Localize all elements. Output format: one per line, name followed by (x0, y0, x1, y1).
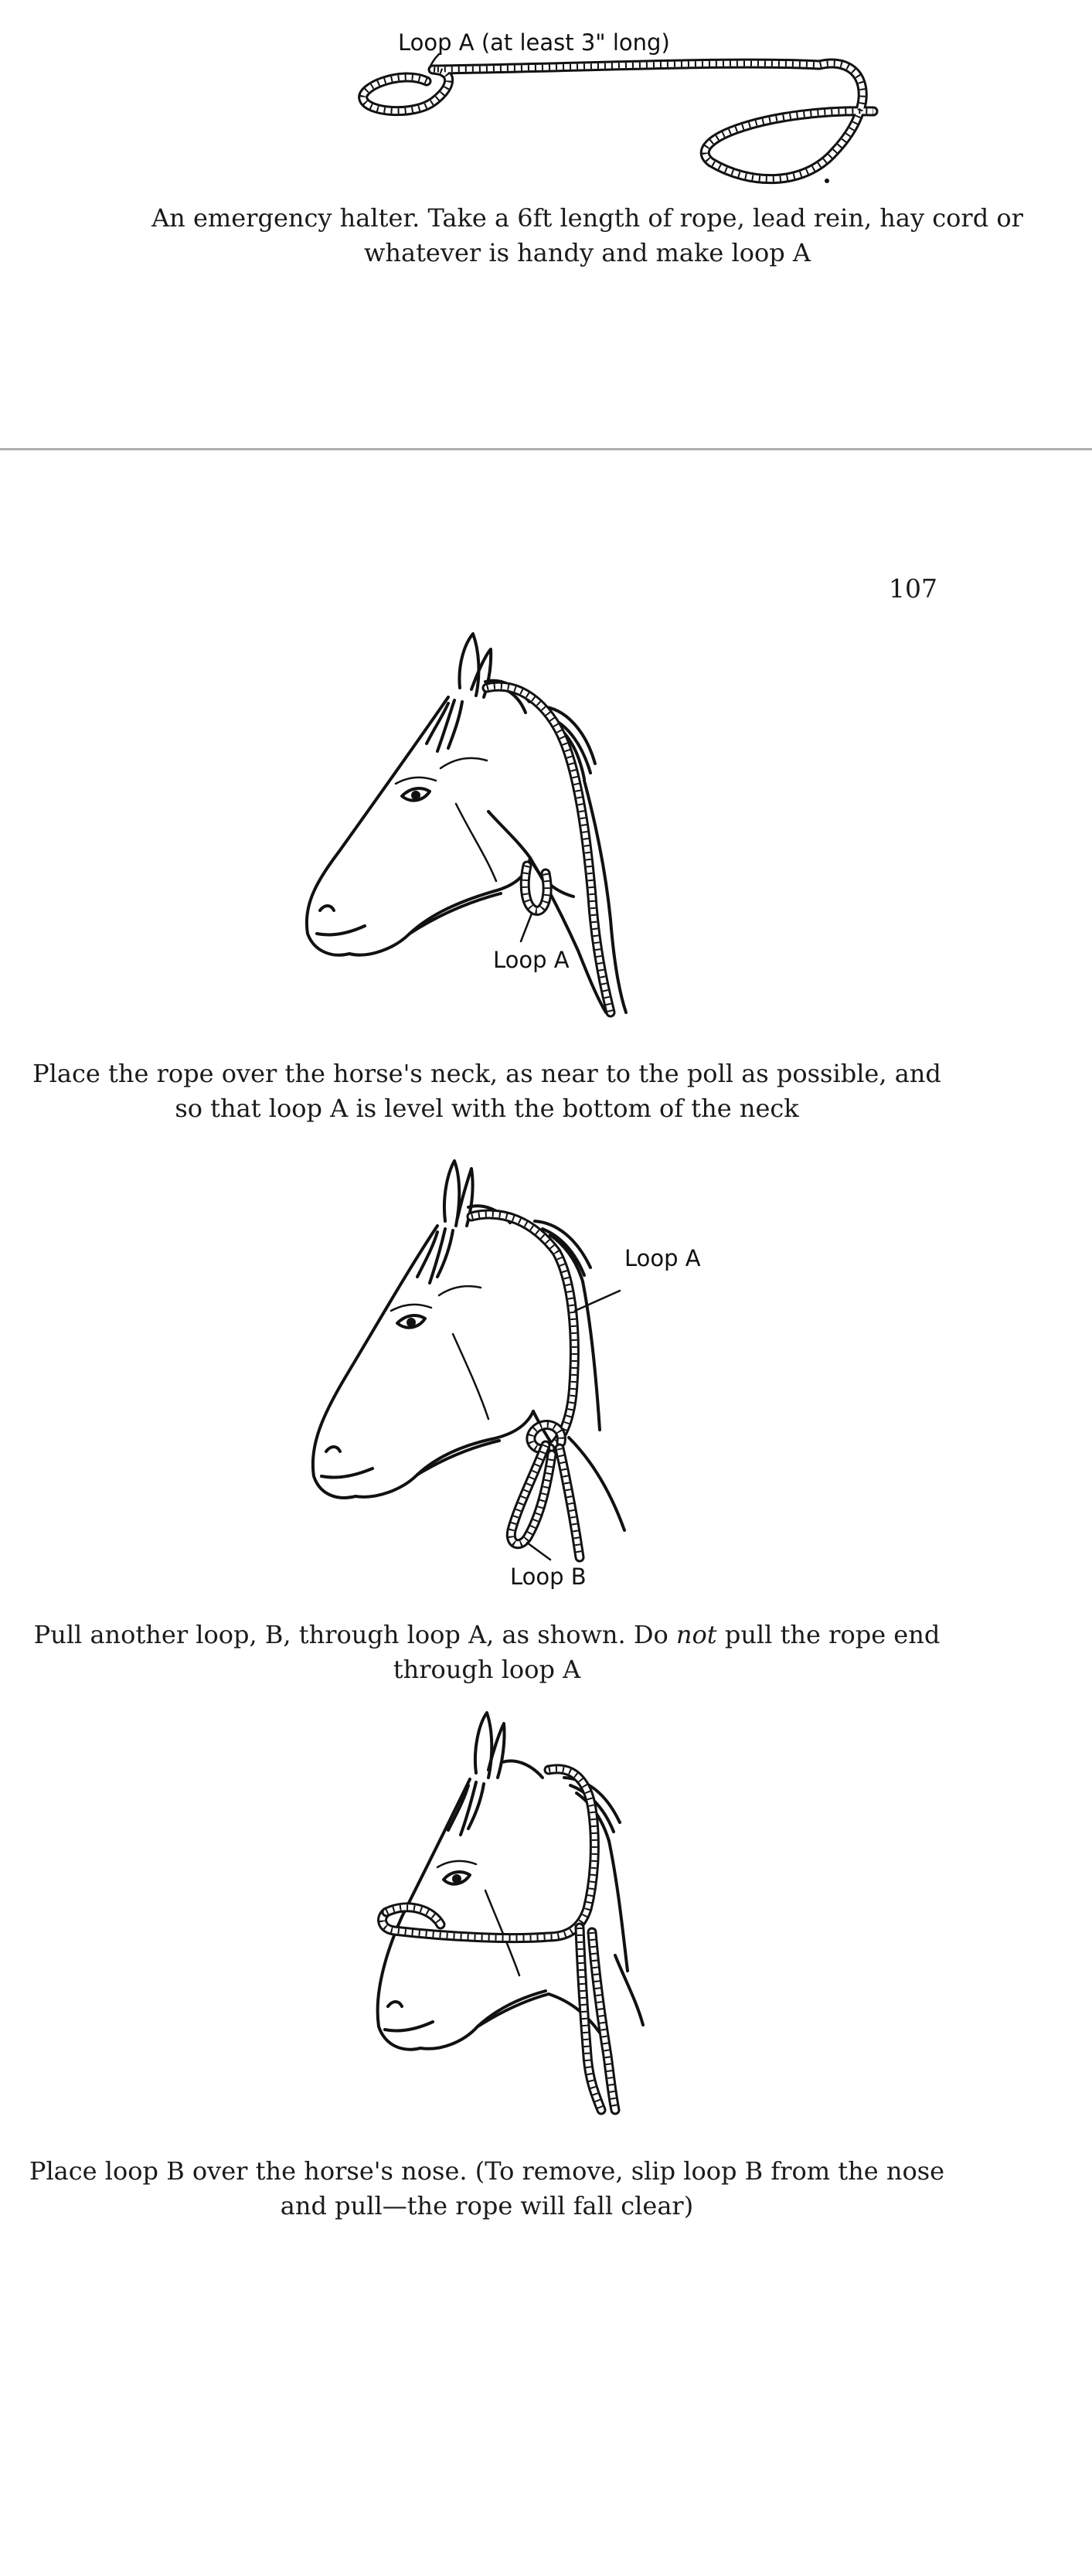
page-number: 107 (889, 573, 937, 604)
caption-emergency-halter: An emergency halter. Take a 6ft length of rope, lead rein, hay cord or whatever is handy and make loop A (151, 203, 1023, 267)
horse-head-figure-2 (301, 1152, 719, 1600)
rope-diagram (340, 15, 896, 193)
page-fold-line (0, 448, 1092, 451)
loop-b-label: Loop B (510, 1564, 587, 1590)
loop-a-label: Loop A (493, 947, 570, 973)
caption-pull-loop-b: Pull another loop, B, through loop A, as shown. Do not pull the rope end through loop A (33, 1620, 941, 1684)
halter-rope (383, 1769, 615, 2110)
rope-loop-a-label: Loop A (at least 3" long) (398, 29, 670, 56)
horse-head-figure-1 (294, 626, 680, 1020)
horse-head-figure-3 (340, 1708, 696, 2125)
rope-drawing (363, 54, 873, 183)
horse-head-drawing (307, 634, 626, 1012)
caption-place-over-neck: Place the rope over the horse's neck, as near to the poll as possible, and so that loop A is level with the bottom of the neck (32, 1059, 941, 1123)
caption-place-loop-b: Place loop B over the horse's nose. (To remove, slip loop B from the nose and pull—the rope will fall clear) (29, 2156, 945, 2220)
loop-a-label: Loop A (624, 1245, 701, 1271)
